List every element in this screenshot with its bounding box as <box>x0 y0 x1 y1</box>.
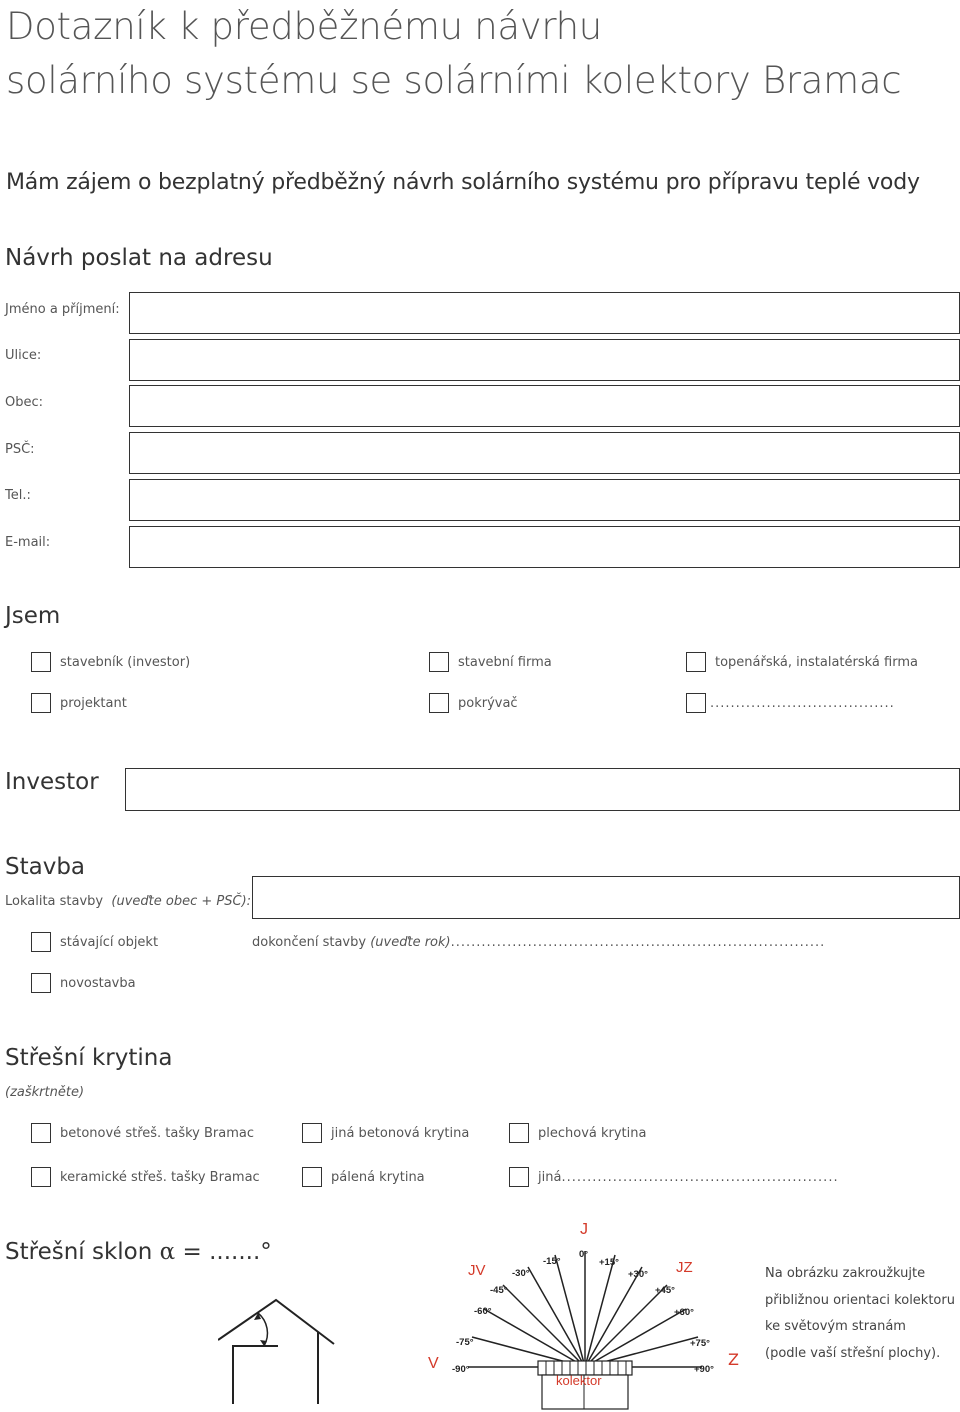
name-label: Jméno a příjmení: <box>5 302 120 317</box>
option-investor-label: stavebník (investor) <box>60 655 191 670</box>
label-southwest: JZ <box>676 1259 693 1276</box>
note-line-2: přibližnou orientaci kolektoru <box>765 1292 955 1308</box>
checkbox-other[interactable] <box>686 693 706 713</box>
slope-heading: Střešní sklon α = .......° <box>5 1239 272 1265</box>
note-line-1: Na obrázku zakroužkujte <box>765 1266 926 1281</box>
existing-building-label: stávající objekt <box>60 935 159 950</box>
collector-label: kolektor <box>556 1373 602 1388</box>
stavba-heading: Stavba <box>5 854 86 880</box>
checkbox-bramac-ceramic[interactable] <box>31 1167 51 1187</box>
option-construction-firm-label: stavební firma <box>458 655 552 670</box>
checkbox-heating-firm[interactable] <box>686 652 706 672</box>
note-line-4: (podle vaší střešní plochy). <box>765 1345 941 1361</box>
option-roofer-label: pokrývač <box>458 696 518 711</box>
checkbox-existing-building[interactable] <box>31 932 51 952</box>
angle-minus-60: -60° <box>474 1306 492 1317</box>
zip-label: PSČ: <box>5 442 35 457</box>
phone-label: Tel.: <box>5 488 31 503</box>
street-field[interactable] <box>129 339 960 381</box>
bramac-ceramic-label: keramické střeš. tašky Bramac <box>60 1170 260 1185</box>
orientation-note <box>765 1261 955 1367</box>
title-line-2: solárního systému se solárními kolektory Bramac <box>6 59 902 102</box>
address-heading: Návrh poslat na adresu <box>5 245 273 271</box>
city-label: Obec: <box>5 395 44 410</box>
other-roofing-label: jiná...................................................... <box>538 1170 839 1185</box>
location-field[interactable] <box>252 876 960 919</box>
roofing-hint: (zaškrtněte) <box>5 1085 85 1100</box>
checkbox-bramac-concrete[interactable] <box>31 1123 51 1143</box>
completion-label: dokončení stavby (uveďte rok)......................................................................... <box>252 935 826 950</box>
alpha-symbol: α <box>159 1239 176 1265</box>
note-line-3: ke světovým stranám <box>765 1319 906 1334</box>
roofing-heading: Střešní krytina <box>5 1045 173 1071</box>
angle-plus-75: +75° <box>690 1338 710 1349</box>
checkbox-fired-roofing[interactable] <box>302 1167 322 1187</box>
checkbox-other-roofing[interactable] <box>509 1167 529 1187</box>
house-slope-diagram <box>218 1296 338 1406</box>
option-heating-firm-label: topenářská, instalatérská firma <box>715 655 918 670</box>
checkbox-designer[interactable] <box>31 693 51 713</box>
checkbox-other-concrete[interactable] <box>302 1123 322 1143</box>
checkbox-metal-roofing[interactable] <box>509 1123 529 1143</box>
email-label: E-mail: <box>5 535 51 550</box>
investor-heading: Investor <box>5 769 99 795</box>
angle-plus-30: +30° <box>628 1269 648 1280</box>
interest-statement: Mám zájem o bezplatný předběžný návrh solárního systému pro přípravu teplé vody <box>6 170 920 195</box>
email-field[interactable] <box>129 526 960 568</box>
angle-minus-30: -30° <box>512 1268 530 1279</box>
checkbox-construction-firm[interactable] <box>429 652 449 672</box>
jsem-heading: Jsem <box>5 603 61 629</box>
angle-minus-45: -45° <box>490 1285 508 1296</box>
angle-0: 0° <box>579 1249 589 1260</box>
label-west: Z <box>728 1350 739 1369</box>
label-south: J <box>580 1221 588 1238</box>
fired-roofing-label: pálená krytina <box>331 1170 425 1185</box>
checkbox-new-building[interactable] <box>31 973 51 993</box>
name-field[interactable] <box>129 292 960 334</box>
angle-minus-90: -90° <box>452 1364 470 1375</box>
angle-minus-75: -75° <box>456 1337 474 1348</box>
angle-plus-90: +90° <box>694 1364 714 1375</box>
street-label: Ulice: <box>5 348 42 363</box>
zip-field[interactable] <box>129 432 960 474</box>
location-label: Lokalita stavby (uveďte obec + PSČ): <box>5 894 252 909</box>
checkbox-roofer[interactable] <box>429 693 449 713</box>
location-hint: (uveďte obec + PSČ): <box>111 894 252 909</box>
page-title <box>6 0 901 108</box>
investor-field[interactable] <box>125 768 960 811</box>
label-southeast: JV <box>468 1262 486 1279</box>
metal-roofing-label: plechová krytina <box>538 1126 647 1141</box>
checkbox-investor[interactable] <box>31 652 51 672</box>
title-line-1: Dotazník k předběžnému návrhu <box>6 5 602 48</box>
bramac-concrete-label: betonové střeš. tašky Bramac <box>60 1126 255 1141</box>
orientation-diagram <box>420 1215 750 1412</box>
angle-minus-15: -15° <box>543 1256 561 1267</box>
option-designer-label: projektant <box>60 696 127 711</box>
other-dots: .................................... <box>710 696 895 711</box>
city-field[interactable] <box>129 385 960 427</box>
other-concrete-label: jiná betonová krytina <box>331 1126 470 1141</box>
angle-plus-15: +15° <box>599 1257 619 1268</box>
angle-plus-45: +45° <box>655 1285 675 1296</box>
new-building-label: novostavba <box>60 976 136 991</box>
phone-field[interactable] <box>129 479 960 521</box>
angle-plus-60: +60° <box>674 1307 694 1318</box>
label-east: V <box>428 1355 439 1372</box>
